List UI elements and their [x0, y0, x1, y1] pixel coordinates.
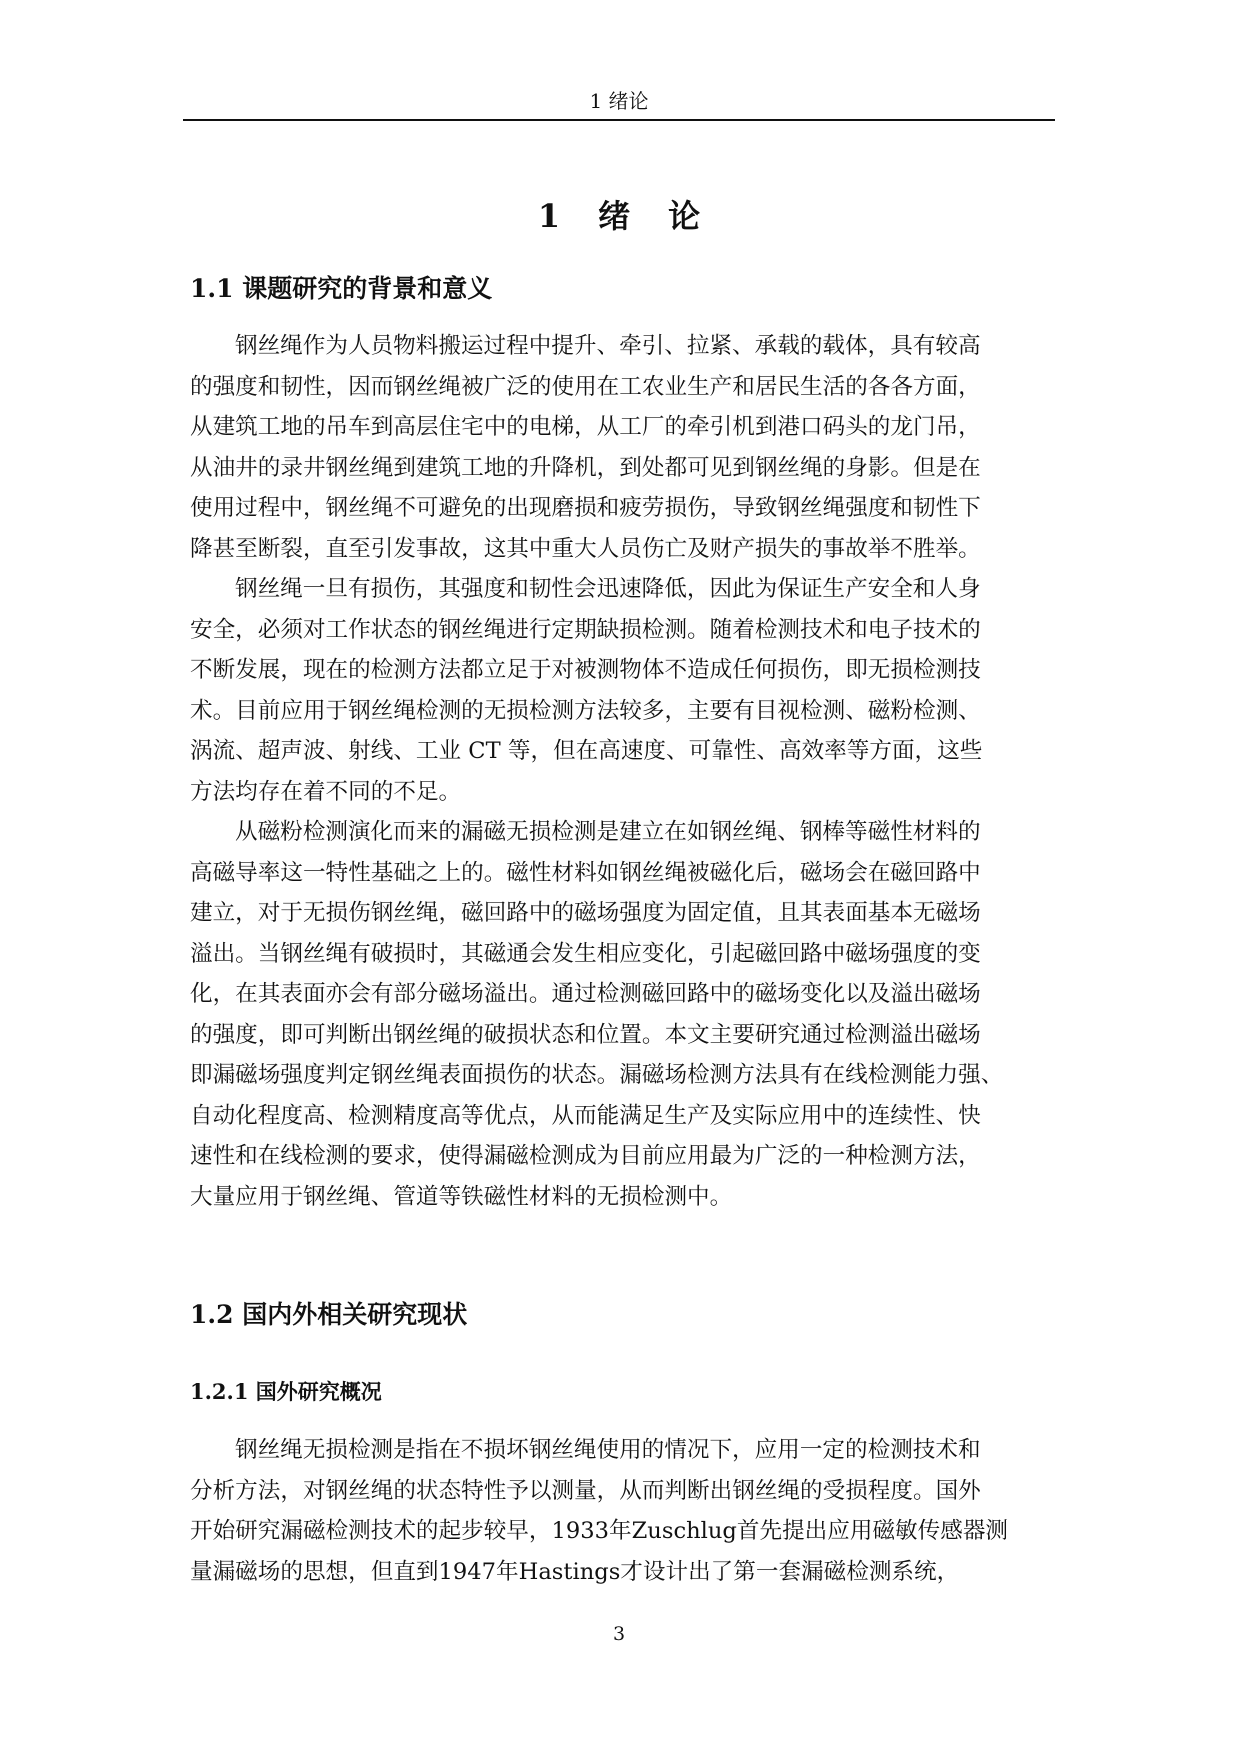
text-line: 即漏磁场强度判定钢丝绳表面损伤的状态。漏磁场检测方法具有在线检测能力强、: [190, 1062, 1004, 1088]
header-rule: [183, 119, 1055, 121]
text-line: 从建筑工地的吊车到高层住宅中的电梯，从工厂的牵引机到港口码头的龙门吊，: [190, 414, 981, 440]
text-line: 降甚至断裂，直至引发事故，这其中重大人员伤亡及财产损失的事故举不胜举。: [190, 535, 981, 562]
text-line: 大量应用于钢丝绳、管道等铁磁性材料的无损检测中。: [190, 1183, 733, 1210]
text-line: 方法均存在着不同的不足。: [190, 778, 462, 805]
paragraph-1-1-a: [190, 326, 1054, 569]
chapter-title-char-1: 绪: [598, 197, 631, 235]
text-line: 高磁导率这一特性基础之上的。磁性材料如钢丝绳被磁化后，磁场会在磁回路中: [190, 859, 981, 886]
text-line: 术。目前应用于钢丝绳检测的无损检测方法较多，主要有目视检测、磁粉检测、: [190, 697, 981, 724]
text-line: 化，在其表面亦会有部分磁场溢出。通过检测磁回路中的磁场变化以及溢出磁场: [190, 981, 981, 1007]
text-line: 建立，对于无损伤钢丝绳，磁回路中的磁场强度为固定值，且其表面基本无磁场: [190, 900, 981, 926]
paragraph-1-1-b: [190, 569, 1054, 812]
running-header: 1 绪论: [589, 89, 649, 113]
chapter-title: [183, 196, 1055, 236]
text-line: 从油井的录井钢丝绳到建筑工地的升降机，到处都可见到钢丝绳的身影。但是在: [190, 454, 981, 481]
text-line: 涡流、超声波、射线、工业 CT 等，但在高速度、可靠性、高效率等方面，这些: [190, 738, 983, 764]
text-line: 不断发展，现在的检测方法都立足于对被测物体不造成任何损伤，即无损检测技: [190, 657, 981, 683]
text-line: 自动化程度高、检测精度高等优点，从而能满足生产及实际应用中的连续性、快: [190, 1102, 981, 1129]
paragraph-1-2-1-a: [190, 1430, 1054, 1592]
text-line: 溢出。当钢丝绳有破损时，其磁通会发生相应变化，引起磁回路中磁场强度的变: [190, 940, 981, 967]
text-line: 分析方法，对钢丝绳的状态特性予以测量，从而判断出钢丝绳的受损程度。国外: [190, 1477, 981, 1504]
text-line: 钢丝绳一旦有损伤，其强度和韧性会迅速降低，因此为保证生产安全和人身: [235, 576, 981, 602]
text-line: 开始研究漏磁检测技术的起步较早，1933年Zuschlug首先提出应用磁敏传感器测: [190, 1518, 1009, 1544]
text-line: 的强度，即可判断出钢丝绳的破损状态和位置。本文主要研究通过检测溢出磁场: [190, 1021, 981, 1048]
text-line: 的强度和韧性，因而钢丝绳被广泛的使用在工农业生产和居民生活的各各方面，: [190, 373, 981, 400]
section-heading-1-1: 1.1 课题研究的背景和意义: [190, 274, 493, 303]
page-number: 3: [612, 1623, 626, 1645]
text-line: 钢丝绳作为人员物料搬运过程中提升、牵引、拉紧、承载的载体，具有较高: [235, 333, 981, 359]
section-heading-1-2-1: 1.2.1 国外研究概况: [190, 1379, 382, 1404]
chapter-number: 1: [537, 197, 561, 235]
text-line: 从磁粉检测演化而来的漏磁无损检测是建立在如钢丝绳、钢棒等磁性材料的: [235, 819, 981, 845]
text-line: 使用过程中，钢丝绳不可避免的出现磨损和疲劳损伤，导致钢丝绳强度和韧性下: [190, 495, 981, 521]
text-line: 速性和在线检测的要求，使得漏磁检测成为目前应用最为广泛的一种检测方法，: [190, 1143, 981, 1169]
paragraph-1-1-c: [190, 812, 1054, 1217]
section-heading-1-2: 1.2 国内外相关研究现状: [190, 1300, 468, 1329]
chapter-title-char-2: 论: [668, 197, 701, 235]
text-line: 安全，必须对工作状态的钢丝绳进行定期缺损检测。随着检测技术和电子技术的: [190, 616, 981, 643]
text-line: 量漏磁场的思想，但直到1947年Hastings才设计出了第一套漏磁检测系统，: [190, 1558, 960, 1585]
text-line: 钢丝绳无损检测是指在不损坏钢丝绳使用的情况下，应用一定的检测技术和: [235, 1437, 981, 1463]
